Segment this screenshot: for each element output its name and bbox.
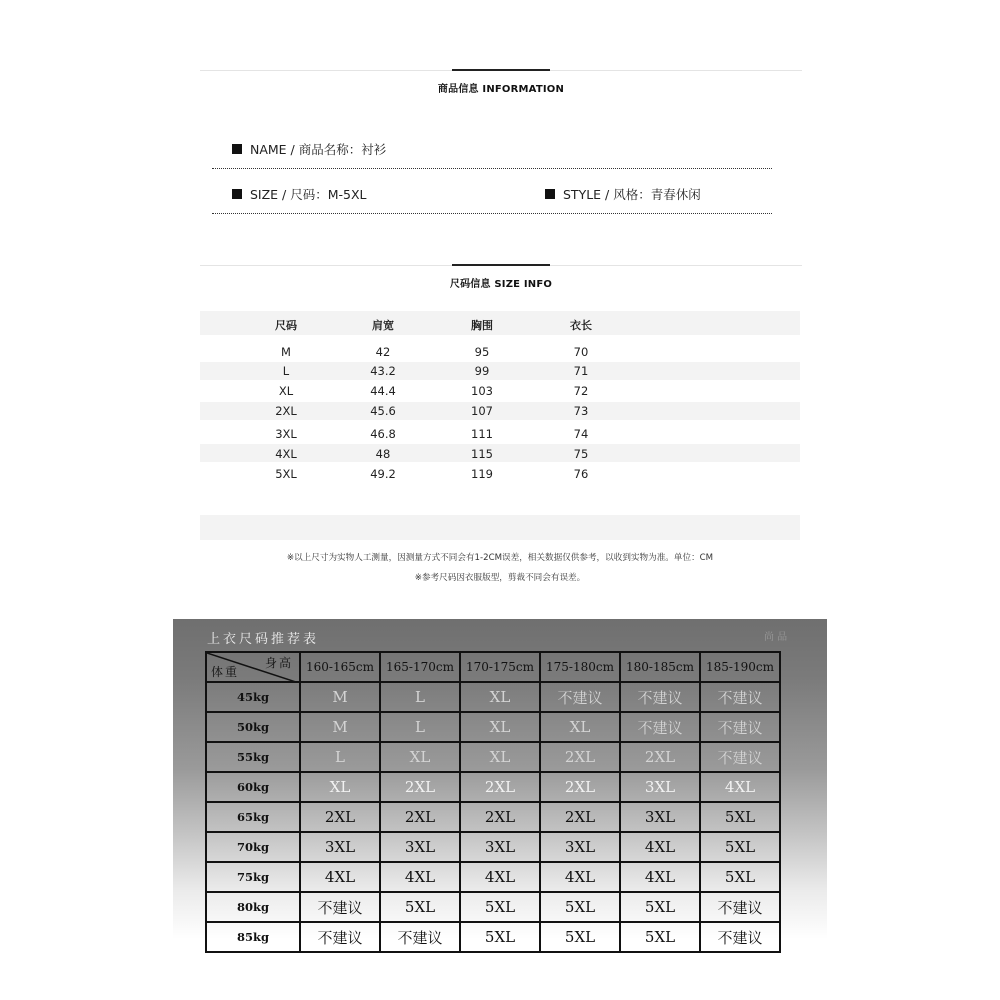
weight-row-80 <box>206 892 780 922</box>
size-cell: 75 <box>573 447 589 461</box>
size-recommendation: 5XL <box>700 862 780 892</box>
size-cell: 71 <box>573 364 589 378</box>
size-cell: 95 <box>474 345 490 359</box>
size-cell: 44.4 <box>370 384 396 398</box>
size-recommendation: 5XL <box>380 892 460 922</box>
size-cell: 2XL <box>275 404 297 418</box>
weight-label: 85kg <box>206 922 300 952</box>
size-recommendation: 3XL <box>380 832 460 862</box>
size-recommendation: M <box>300 682 380 712</box>
size-recommendation: L <box>380 712 460 742</box>
size-cell: 73 <box>573 404 589 418</box>
size-recommendation: 4XL <box>620 862 700 892</box>
size-text: SIZE / 尺码：M-5XL <box>250 187 367 202</box>
weight-label: 50kg <box>206 712 300 742</box>
size-recommendation: 不建议 <box>700 922 780 952</box>
size-recommendation: 5XL <box>460 922 540 952</box>
size-recommendation: 4XL <box>300 862 380 892</box>
size-section-title: 尺码信息 SIZE INFO <box>449 279 553 290</box>
size-recommendation: XL <box>380 742 460 772</box>
recommend-title: 上衣尺码推荐表 <box>207 632 320 647</box>
size-recommendation: 4XL <box>620 832 700 862</box>
weight-label: 60kg <box>206 772 300 802</box>
size-recommendation: 5XL <box>700 802 780 832</box>
size-recommendation: XL <box>460 682 540 712</box>
style-text: STYLE / 风格：青春休闲 <box>563 187 701 202</box>
size-recommendation: 4XL <box>700 772 780 802</box>
size-recommendation: 3XL <box>620 772 700 802</box>
corner-cell <box>206 652 300 682</box>
size-recommendation: 4XL <box>540 862 620 892</box>
size-section-accent <box>452 264 550 266</box>
weight-row-45 <box>206 682 780 712</box>
name-divider <box>212 168 772 169</box>
size-recommendation: 4XL <box>380 862 460 892</box>
size-cell: 119 <box>471 467 493 481</box>
size-recommendation: 不建议 <box>380 922 460 952</box>
size-cell: 49.2 <box>370 467 396 481</box>
height-header: 165-170cm <box>380 652 460 682</box>
size-cell: L <box>282 364 290 378</box>
weight-label: 75kg <box>206 862 300 892</box>
recommend-table <box>205 651 781 953</box>
size-recommendation: L <box>380 682 460 712</box>
size-recommendation: L <box>300 742 380 772</box>
size-cell: 70 <box>573 345 589 359</box>
weight-row-75 <box>206 862 780 892</box>
size-recommendation: 3XL <box>300 832 380 862</box>
size-recommendation: 5XL <box>540 892 620 922</box>
weight-label: 65kg <box>206 802 300 832</box>
weight-row-55 <box>206 742 780 772</box>
size-recommendation: 不建议 <box>300 922 380 952</box>
weight-label: 80kg <box>206 892 300 922</box>
size-recommendation: 5XL <box>620 922 700 952</box>
size-header-chest: 胸围 <box>471 319 493 332</box>
size-recommendation: XL <box>300 772 380 802</box>
size-header-shoulder: 肩宽 <box>372 319 394 332</box>
info-section-title: 商品信息 INFORMATION <box>437 84 565 95</box>
size-header-size: 尺码 <box>275 319 297 332</box>
weight-label: 55kg <box>206 742 300 772</box>
size-recommendation: 不建议 <box>300 892 380 922</box>
square-bullet-icon <box>545 189 555 199</box>
size-cell: XL <box>278 384 294 398</box>
height-header: 175-180cm <box>540 652 620 682</box>
size-cell: 46.8 <box>370 427 396 441</box>
weight-row-65 <box>206 802 780 832</box>
size-recommendation: 2XL <box>460 772 540 802</box>
corner-height-label: 身高 <box>264 656 293 670</box>
recommend-header-row <box>206 652 780 682</box>
size-recommendation: M <box>300 712 380 742</box>
weight-row-50 <box>206 712 780 742</box>
size-divider <box>212 213 772 214</box>
size-cell: 4XL <box>275 447 297 461</box>
weight-label: 70kg <box>206 832 300 862</box>
height-header: 180-185cm <box>620 652 700 682</box>
size-cell: 111 <box>471 427 493 441</box>
watermark: 尚 品 <box>764 632 788 643</box>
square-bullet-icon <box>232 189 242 199</box>
size-recommendation: 不建议 <box>620 712 700 742</box>
height-header: 160-165cm <box>300 652 380 682</box>
size-recommendation: XL <box>540 712 620 742</box>
size-row <box>232 185 367 203</box>
size-recommendation: 不建议 <box>540 682 620 712</box>
size-recommendation: 不建议 <box>700 712 780 742</box>
measurement-note: ※以上尺寸为实物人工测量，因测量方式不同会有1-2CM误差，相关数据仅供参考，以收到实物为准。单位：CM <box>286 553 714 563</box>
info-section-accent <box>452 69 550 71</box>
size-cell: 48 <box>375 447 391 461</box>
size-recommendation: 不建议 <box>700 892 780 922</box>
size-cell: 5XL <box>275 467 297 481</box>
square-bullet-icon <box>232 144 242 154</box>
size-cell: 45.6 <box>370 404 396 418</box>
size-cell: 72 <box>573 384 589 398</box>
weight-row-85 <box>206 922 780 952</box>
size-recommendation: 2XL <box>300 802 380 832</box>
size-recommendation: 不建议 <box>620 682 700 712</box>
size-recommendation: 5XL <box>540 922 620 952</box>
weight-row-60 <box>206 772 780 802</box>
fit-note: ※参考尺码因衣服版型，剪裁不同会有误差。 <box>414 573 586 583</box>
weight-label: 45kg <box>206 682 300 712</box>
name-row <box>232 140 386 158</box>
size-cell: 103 <box>471 384 493 398</box>
size-cell: 76 <box>573 467 589 481</box>
size-recommendation: 2XL <box>380 772 460 802</box>
size-cell: 3XL <box>275 427 297 441</box>
size-recommendation: 5XL <box>620 892 700 922</box>
size-cell: 43.2 <box>370 364 396 378</box>
size-recommendation: XL <box>460 712 540 742</box>
size-cell: 42 <box>375 345 391 359</box>
style-row <box>545 185 701 203</box>
size-cell: M <box>281 345 291 359</box>
size-cell: 74 <box>573 427 589 441</box>
height-header: 185-190cm <box>700 652 780 682</box>
height-header: 170-175cm <box>460 652 540 682</box>
size-recommendation: 5XL <box>460 892 540 922</box>
corner-weight-label: 体重 <box>211 665 240 679</box>
size-band <box>200 515 800 540</box>
size-cell: 107 <box>471 404 493 418</box>
size-recommendation: 3XL <box>460 832 540 862</box>
size-recommendation: 2XL <box>540 772 620 802</box>
size-header-length: 衣长 <box>570 319 592 332</box>
size-recommendation: 3XL <box>620 802 700 832</box>
size-recommendation: 2XL <box>540 802 620 832</box>
weight-row-70 <box>206 832 780 862</box>
size-recommendation: 2XL <box>620 742 700 772</box>
size-recommendation: 2XL <box>380 802 460 832</box>
size-recommendation: 5XL <box>700 832 780 862</box>
size-cell: 115 <box>471 447 493 461</box>
name-text: NAME / 商品名称：衬衫 <box>250 142 387 157</box>
size-recommendation: 4XL <box>460 862 540 892</box>
size-recommendation: XL <box>460 742 540 772</box>
size-recommendation: 2XL <box>540 742 620 772</box>
size-cell: 99 <box>474 364 490 378</box>
size-recommendation: 不建议 <box>700 742 780 772</box>
size-recommendation: 2XL <box>460 802 540 832</box>
size-recommendation: 3XL <box>540 832 620 862</box>
size-recommendation: 不建议 <box>700 682 780 712</box>
